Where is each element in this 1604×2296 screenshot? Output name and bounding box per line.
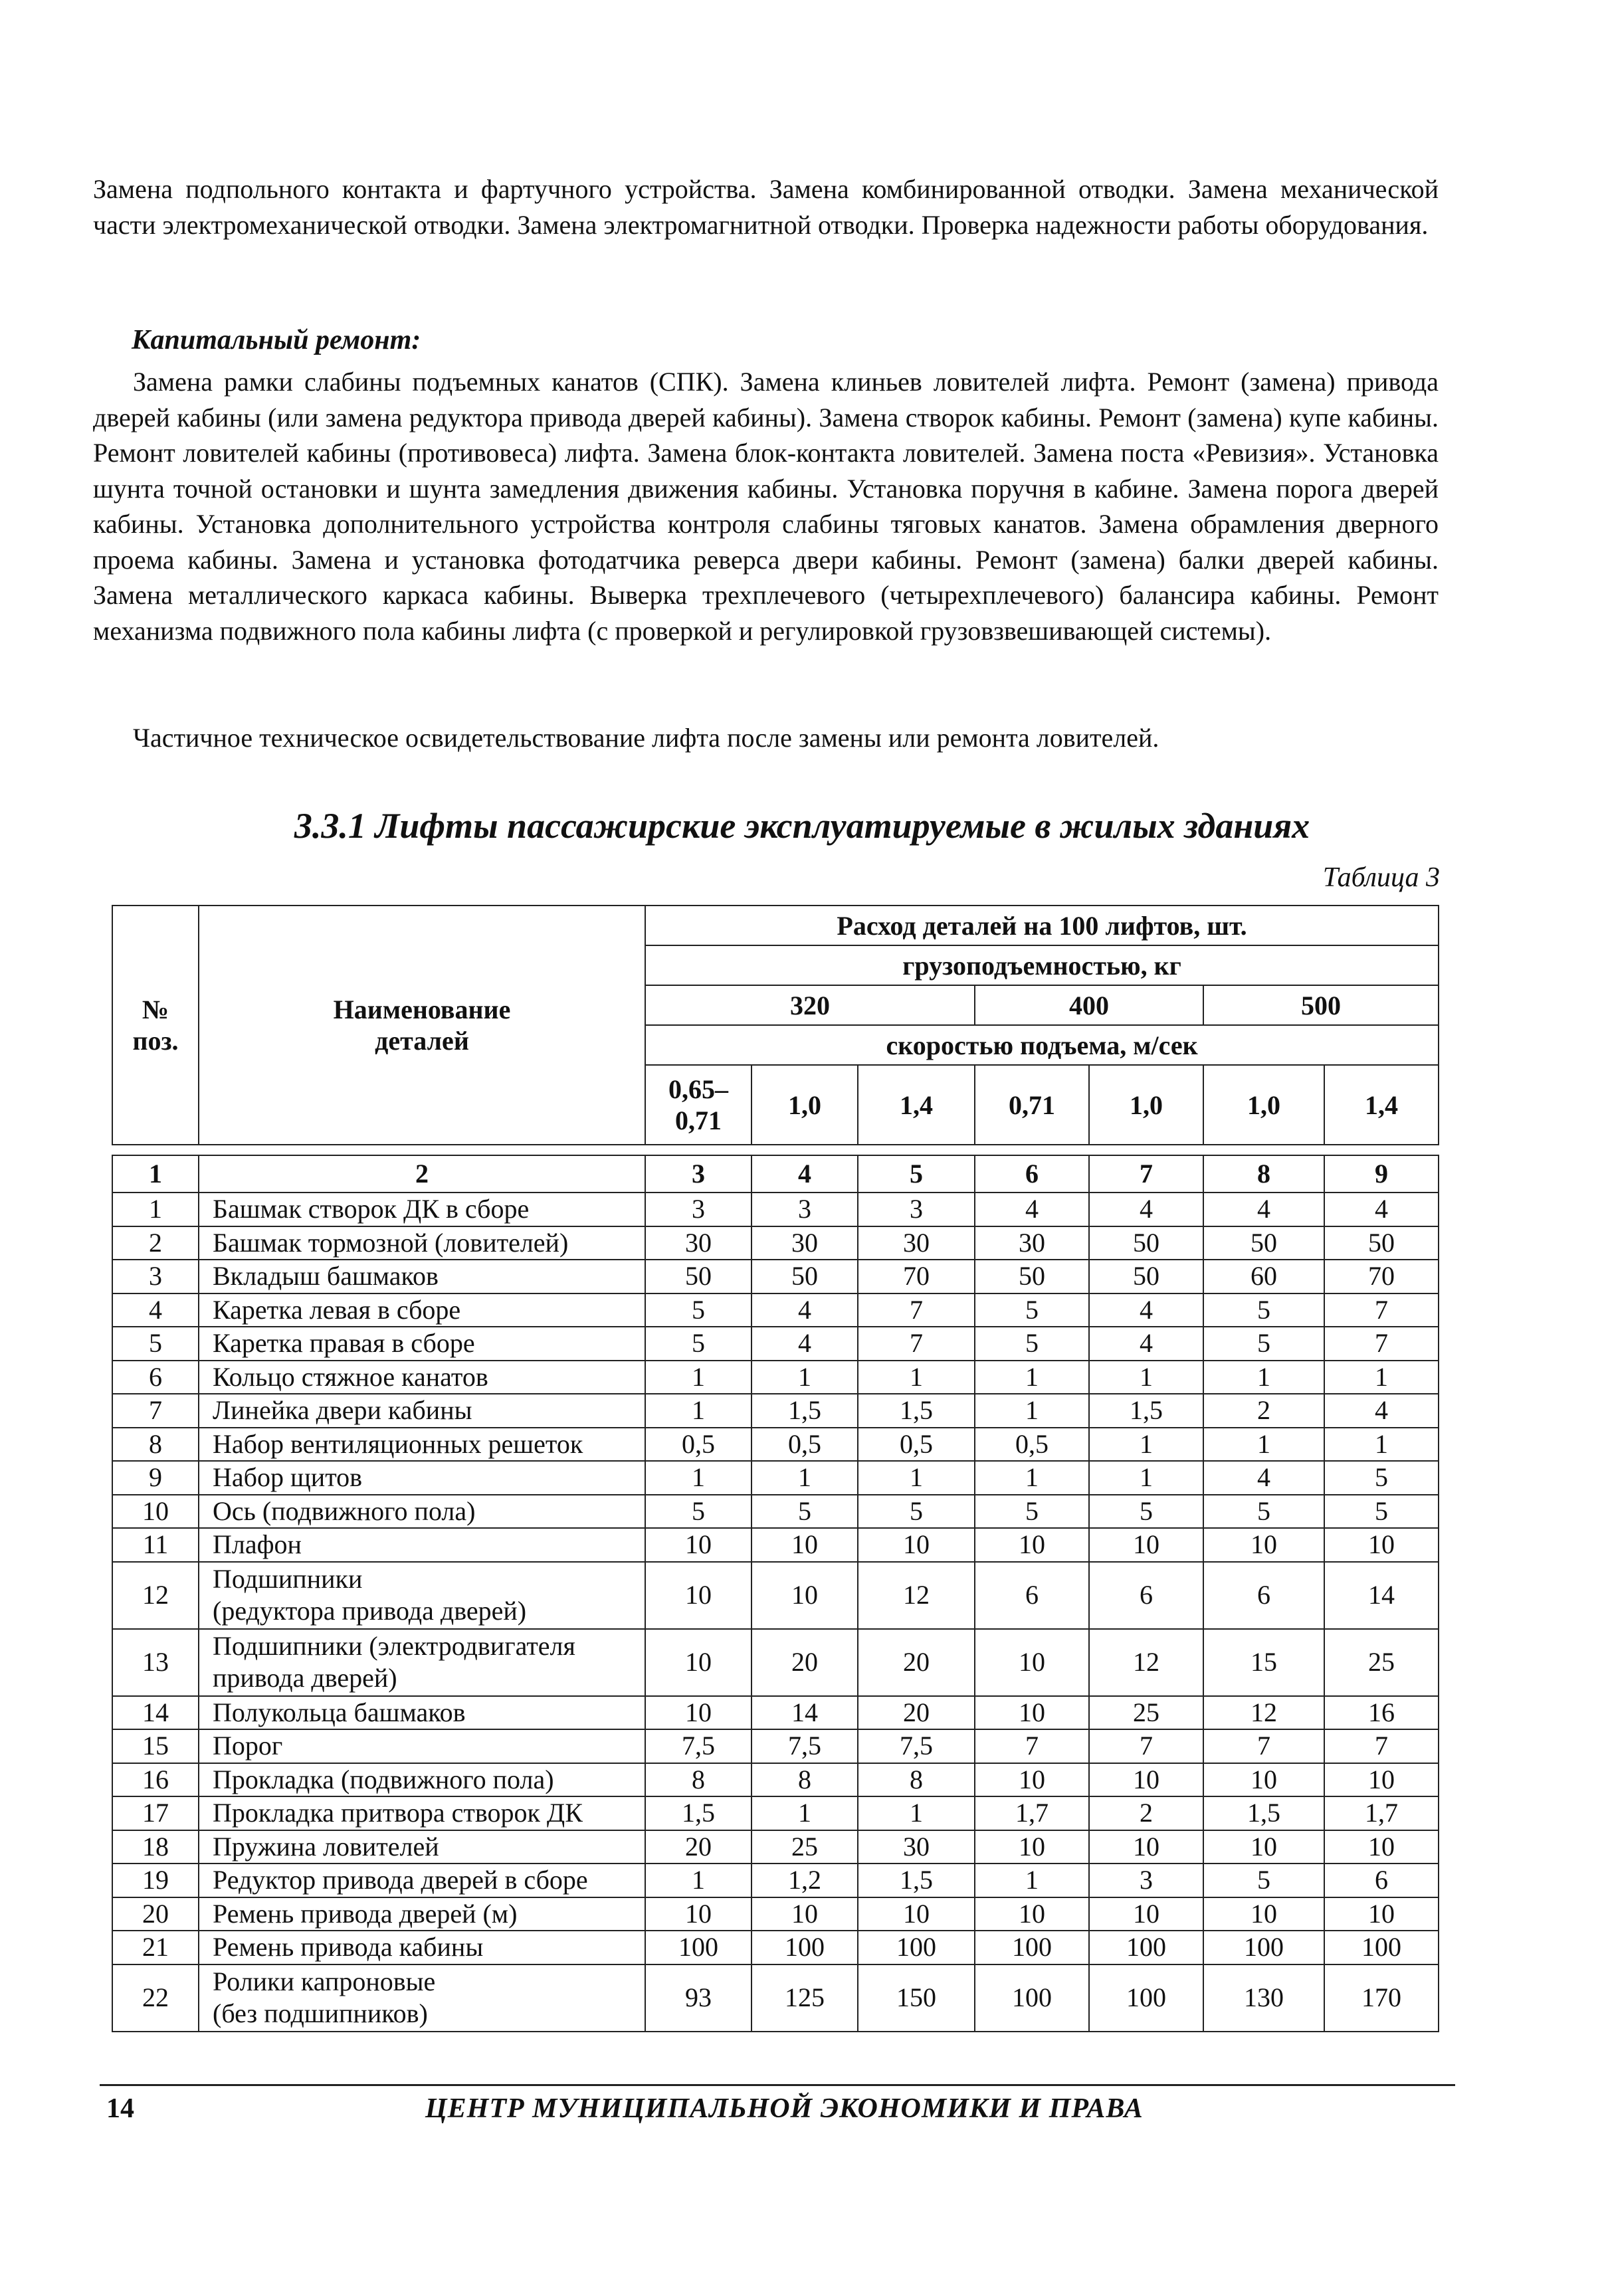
row-value: 10 [975, 1830, 1089, 1864]
row-part-name: Башмак створок ДК в сборе [199, 1193, 645, 1226]
column-number: 2 [199, 1155, 645, 1193]
row-value: 1 [645, 1864, 752, 1897]
row-value: 4 [1324, 1193, 1439, 1226]
row-value: 10 [1089, 1897, 1203, 1931]
header-speed-5: 1,0 [1089, 1065, 1203, 1145]
row-value: 16 [1324, 1696, 1439, 1730]
table-row [112, 1361, 1439, 1394]
row-position: 22 [112, 1964, 199, 2032]
table-row [112, 1260, 1439, 1293]
page-number: 14 [106, 2093, 134, 2124]
row-value: 50 [975, 1260, 1089, 1293]
row-value: 6 [1324, 1864, 1439, 1897]
part-name-line: Ролики капроновые [213, 1966, 436, 1996]
row-value: 1 [1203, 1428, 1324, 1462]
row-position: 12 [112, 1562, 199, 1629]
row-part-name: Ремень привода дверей (м) [199, 1897, 645, 1931]
table-row [112, 1897, 1439, 1931]
row-value: 10 [645, 1696, 752, 1730]
row-value: 7 [1324, 1729, 1439, 1763]
row-value: 5 [858, 1495, 975, 1529]
row-value: 0,5 [645, 1428, 752, 1462]
row-value: 15 [1203, 1629, 1324, 1696]
row-value: 1 [975, 1461, 1089, 1495]
row-value: 7 [1089, 1729, 1203, 1763]
table-row [112, 1495, 1439, 1529]
row-part-name: Кольцо стяжное канатов [199, 1361, 645, 1394]
column-number: 5 [858, 1155, 975, 1193]
publisher-name: ЦЕНТР МУНИЦИПАЛЬНОЙ ЭКОНОМИКИ И ПРАВА [425, 2093, 1144, 2124]
row-part-name [199, 1629, 645, 1696]
paragraph-maintenance-tasks: Замена подпольного контакта и фартучного устройства. Замена комбинированной отводки. Замена механической части электромеханической отводки. Замена электромагнитной отводки. Проверка надежности работы оборудования. [93, 174, 1439, 240]
part-name-line: Подшипники (электродвигателя [213, 1631, 575, 1661]
row-value: 100 [975, 1931, 1089, 1964]
row-value: 50 [1089, 1260, 1203, 1293]
row-value: 50 [752, 1260, 858, 1293]
row-value: 10 [1089, 1528, 1203, 1562]
row-value: 20 [752, 1629, 858, 1696]
row-position: 14 [112, 1696, 199, 1730]
row-value: 5 [1203, 1293, 1324, 1327]
header-speed-2: 1,0 [752, 1065, 858, 1145]
row-value: 50 [1089, 1226, 1203, 1260]
header-speed-7: 1,4 [1324, 1065, 1439, 1145]
row-value: 4 [1203, 1461, 1324, 1495]
row-value: 7 [975, 1729, 1089, 1763]
parts-table [112, 1155, 1439, 2032]
row-value: 5 [645, 1293, 752, 1327]
row-position: 10 [112, 1495, 199, 1529]
row-value: 10 [752, 1528, 858, 1562]
row-value: 12 [1203, 1696, 1324, 1730]
row-part-name: Плафон [199, 1528, 645, 1562]
row-part-name: Набор вентиляционных решеток [199, 1428, 645, 1462]
row-value: 4 [1089, 1293, 1203, 1327]
row-value: 1,7 [975, 1796, 1089, 1830]
column-number: 3 [645, 1155, 752, 1193]
table-row [112, 1796, 1439, 1830]
row-value: 60 [1203, 1260, 1324, 1293]
row-value: 10 [1324, 1897, 1439, 1931]
row-value: 30 [858, 1226, 975, 1260]
table-row [112, 1763, 1439, 1797]
row-value: 7 [1203, 1729, 1324, 1763]
row-value: 50 [1203, 1226, 1324, 1260]
row-value: 20 [858, 1696, 975, 1730]
table-row [112, 1327, 1439, 1361]
row-value: 50 [1324, 1226, 1439, 1260]
column-number-row [112, 1155, 1439, 1193]
row-value: 1 [752, 1461, 858, 1495]
paragraph-capital-repair: Замена рамки слабины подъемных канатов (СПК). Замена клиньев ловителей лифта. Ремонт (замена) привода дверей кабины (или замена редуктора привода дверей кабины). Замена створок кабины. Ремонт (замена) купе кабины. Ремонт ловителей кабины (противовеса) лифта. Замена блок-контакта ловителей. Замена поста «Ревизия». Установка шунта точной остановки и шунта замедления движения кабины. Установка поручня в кабине. Замена порога дверей кабины. Установка дополнительного устройства контроля слабины тяговых канатов. Замена обрамления дверного проема кабины. Замена и установка фотодатчика реверса двери кабины. Ремонт (замена) балки дверей кабины. Замена металлического каркаса кабины. Выверка трехплечевого (четырехплечевого) балансира кабины. Ремонт механизма подвижного пола кабины лифта (с проверкой и регулировкой грузовзвешивающей системы). [93, 367, 1439, 646]
row-value: 100 [858, 1931, 975, 1964]
row-value: 25 [1089, 1696, 1203, 1730]
row-value: 1 [1089, 1361, 1203, 1394]
row-value: 5 [1324, 1495, 1439, 1529]
row-value: 1,5 [1089, 1394, 1203, 1428]
row-value: 3 [645, 1193, 752, 1226]
table-row [112, 1461, 1439, 1495]
row-part-name: Вкладыш башмаков [199, 1260, 645, 1293]
table-row [112, 1729, 1439, 1763]
row-value: 1 [858, 1796, 975, 1830]
column-number: 6 [975, 1155, 1089, 1193]
row-value: 12 [858, 1562, 975, 1629]
row-value: 100 [1324, 1931, 1439, 1964]
row-value: 14 [1324, 1562, 1439, 1629]
table-row [112, 1629, 1439, 1696]
row-value: 10 [975, 1696, 1089, 1730]
table-row [112, 1864, 1439, 1897]
row-part-name: Редуктор привода дверей в сборе [199, 1864, 645, 1897]
paragraph-partial-inspection: Частичное техническое освидетельствование лифта после замены или ремонта ловителей. [133, 723, 1159, 753]
row-value: 10 [1089, 1763, 1203, 1797]
row-value: 4 [1203, 1193, 1324, 1226]
row-value: 7 [858, 1293, 975, 1327]
row-position: 3 [112, 1260, 199, 1293]
row-part-name: Прокладка (подвижного пола) [199, 1763, 645, 1797]
footer-divider [100, 2084, 1455, 2086]
row-value: 1 [1324, 1428, 1439, 1462]
row-value: 5 [1203, 1495, 1324, 1529]
row-value: 14 [752, 1696, 858, 1730]
column-number: 7 [1089, 1155, 1203, 1193]
row-value: 25 [752, 1830, 858, 1864]
row-value: 1 [975, 1361, 1089, 1394]
row-value: 93 [645, 1964, 752, 2032]
row-value: 10 [1324, 1830, 1439, 1864]
row-value: 100 [1089, 1931, 1203, 1964]
table-row [112, 1528, 1439, 1562]
column-number: 4 [752, 1155, 858, 1193]
row-part-name: Каретка левая в сборе [199, 1293, 645, 1327]
row-position: 18 [112, 1830, 199, 1864]
row-value: 1,7 [1324, 1796, 1439, 1830]
row-value: 1 [752, 1796, 858, 1830]
row-value: 5 [645, 1495, 752, 1529]
row-value: 10 [645, 1629, 752, 1696]
row-value: 6 [1089, 1562, 1203, 1629]
row-value: 1 [645, 1461, 752, 1495]
row-value: 30 [975, 1226, 1089, 1260]
row-value: 1 [975, 1394, 1089, 1428]
row-value: 6 [1203, 1562, 1324, 1629]
row-value: 5 [975, 1495, 1089, 1529]
row-value: 3 [858, 1193, 975, 1226]
row-value: 10 [645, 1897, 752, 1931]
row-value: 10 [1089, 1830, 1203, 1864]
row-value: 1 [1324, 1361, 1439, 1394]
header-capacity-500: 500 [1203, 985, 1439, 1025]
row-value: 10 [1324, 1528, 1439, 1562]
row-part-name: Прокладка притвора створок ДК [199, 1796, 645, 1830]
row-value: 1 [858, 1461, 975, 1495]
row-value: 170 [1324, 1964, 1439, 2032]
row-value: 1,5 [752, 1394, 858, 1428]
row-value: 10 [1203, 1830, 1324, 1864]
row-value: 100 [752, 1931, 858, 1964]
column-number: 8 [1203, 1155, 1324, 1193]
row-value: 20 [858, 1629, 975, 1696]
row-value: 6 [975, 1562, 1089, 1629]
row-position: 2 [112, 1226, 199, 1260]
row-value: 1,5 [858, 1394, 975, 1428]
row-part-name [199, 1562, 645, 1629]
row-value: 10 [1203, 1763, 1324, 1797]
part-name-line: Подшипники [213, 1564, 363, 1594]
row-value: 8 [752, 1763, 858, 1797]
row-part-name [199, 1964, 645, 2032]
row-value: 20 [645, 1830, 752, 1864]
row-value: 130 [1203, 1964, 1324, 2032]
part-name-line: (редуктора привода дверей) [213, 1596, 527, 1626]
row-value: 5 [1089, 1495, 1203, 1529]
row-part-name: Полукольца башмаков [199, 1696, 645, 1730]
row-part-name: Башмак тормозной (ловителей) [199, 1226, 645, 1260]
row-position: 21 [112, 1931, 199, 1964]
row-value: 2 [1203, 1394, 1324, 1428]
row-value: 50 [645, 1260, 752, 1293]
row-position: 1 [112, 1193, 199, 1226]
row-value: 5 [645, 1327, 752, 1361]
row-value: 1,5 [858, 1864, 975, 1897]
header-capacity: грузоподъемностью, кг [645, 945, 1439, 985]
row-value: 5 [1203, 1327, 1324, 1361]
row-value: 10 [975, 1897, 1089, 1931]
header-speed-4: 0,71 [975, 1065, 1089, 1145]
row-value: 1,5 [1203, 1796, 1324, 1830]
row-value: 100 [975, 1964, 1089, 2032]
row-position: 7 [112, 1394, 199, 1428]
row-value: 7,5 [645, 1729, 752, 1763]
row-part-name: Пружина ловителей [199, 1830, 645, 1864]
row-value: 5 [1324, 1461, 1439, 1495]
row-position: 6 [112, 1361, 199, 1394]
row-position: 15 [112, 1729, 199, 1763]
row-value: 2 [1089, 1796, 1203, 1830]
row-part-name: Линейка двери кабины [199, 1394, 645, 1428]
row-value: 0,5 [858, 1428, 975, 1462]
table-row [112, 1964, 1439, 2032]
header-speed-1: 0,65– 0,71 [645, 1065, 752, 1145]
header-speed-3: 1,4 [858, 1065, 975, 1145]
row-value: 125 [752, 1964, 858, 2032]
row-value: 10 [975, 1528, 1089, 1562]
row-position: 17 [112, 1796, 199, 1830]
row-value: 1,5 [645, 1796, 752, 1830]
row-value: 10 [1324, 1763, 1439, 1797]
row-value: 10 [1203, 1897, 1324, 1931]
row-value: 5 [975, 1293, 1089, 1327]
row-value: 1 [975, 1864, 1089, 1897]
column-number: 1 [112, 1155, 199, 1193]
row-position: 16 [112, 1763, 199, 1797]
row-part-name: Набор щитов [199, 1461, 645, 1495]
table-row [112, 1293, 1439, 1327]
row-position: 13 [112, 1629, 199, 1696]
table-header [112, 905, 1439, 1145]
row-value: 1 [1089, 1461, 1203, 1495]
row-value: 4 [752, 1293, 858, 1327]
row-part-name: Порог [199, 1729, 645, 1763]
row-value: 5 [752, 1495, 858, 1529]
row-value: 1 [1089, 1428, 1203, 1462]
row-value: 0,5 [975, 1428, 1089, 1462]
row-value: 25 [1324, 1629, 1439, 1696]
header-speed: скоростью подъема, м/сек [645, 1025, 1439, 1065]
row-value: 1,2 [752, 1864, 858, 1897]
table-row [112, 1193, 1439, 1226]
section-title: 3.3.1 Лифты пассажирские эксплуатируемые в жилых зданиях [294, 806, 1310, 846]
row-value: 10 [975, 1763, 1089, 1797]
capital-repair-heading: Капитальный ремонт: [132, 325, 421, 355]
column-number: 9 [1324, 1155, 1439, 1193]
row-value: 70 [858, 1260, 975, 1293]
row-value: 70 [1324, 1260, 1439, 1293]
row-position: 20 [112, 1897, 199, 1931]
row-value: 10 [645, 1562, 752, 1629]
row-value: 1 [858, 1361, 975, 1394]
row-value: 10 [858, 1897, 975, 1931]
row-value: 150 [858, 1964, 975, 2032]
table-row [112, 1562, 1439, 1629]
row-value: 0,5 [752, 1428, 858, 1462]
row-value: 10 [858, 1528, 975, 1562]
row-part-name: Каретка правая в сборе [199, 1327, 645, 1361]
table-row [112, 1696, 1439, 1730]
row-value: 8 [645, 1763, 752, 1797]
row-value: 7 [1324, 1293, 1439, 1327]
row-value: 30 [752, 1226, 858, 1260]
row-position: 8 [112, 1428, 199, 1462]
row-position: 11 [112, 1528, 199, 1562]
row-position: 4 [112, 1293, 199, 1327]
row-value: 1 [1203, 1361, 1324, 1394]
row-value: 12 [1089, 1629, 1203, 1696]
row-position: 9 [112, 1461, 199, 1495]
row-position: 19 [112, 1864, 199, 1897]
row-value: 3 [1089, 1864, 1203, 1897]
table-row [112, 1394, 1439, 1428]
row-value: 10 [645, 1528, 752, 1562]
header-consumption: Расход деталей на 100 лифтов, шт. [645, 906, 1439, 945]
table-row [112, 1931, 1439, 1964]
table-row [112, 1830, 1439, 1864]
row-value: 7,5 [858, 1729, 975, 1763]
row-value: 4 [1089, 1193, 1203, 1226]
row-value: 4 [1089, 1327, 1203, 1361]
row-value: 100 [1203, 1931, 1324, 1964]
row-value: 10 [752, 1897, 858, 1931]
row-value: 100 [645, 1931, 752, 1964]
table-label: Таблица 3 [1322, 862, 1440, 893]
table-row [112, 1226, 1439, 1260]
row-value: 1 [645, 1394, 752, 1428]
header-speed-6: 1,0 [1203, 1065, 1324, 1145]
header-part-name: Наименование деталей [199, 906, 645, 1145]
header-position: № поз. [112, 906, 199, 1145]
row-position: 5 [112, 1327, 199, 1361]
row-value: 4 [975, 1193, 1089, 1226]
table-row [112, 1428, 1439, 1462]
row-value: 7 [1324, 1327, 1439, 1361]
row-value: 1 [645, 1361, 752, 1394]
row-value: 7 [858, 1327, 975, 1361]
row-value: 10 [1203, 1528, 1324, 1562]
row-value: 3 [752, 1193, 858, 1226]
row-value: 10 [752, 1562, 858, 1629]
row-value: 10 [975, 1629, 1089, 1696]
row-part-name: Ось (подвижного пола) [199, 1495, 645, 1529]
row-value: 1 [752, 1361, 858, 1394]
header-capacity-400: 400 [975, 985, 1203, 1025]
row-value: 30 [645, 1226, 752, 1260]
row-value: 5 [1203, 1864, 1324, 1897]
row-value: 30 [858, 1830, 975, 1864]
row-value: 4 [752, 1327, 858, 1361]
row-value: 4 [1324, 1394, 1439, 1428]
part-name-line: (без подшипников) [213, 1998, 428, 2028]
row-value: 5 [975, 1327, 1089, 1361]
row-value: 100 [1089, 1964, 1203, 2032]
part-name-line: привода дверей) [213, 1663, 397, 1693]
row-value: 7,5 [752, 1729, 858, 1763]
header-capacity-320: 320 [645, 985, 975, 1025]
row-part-name: Ремень привода кабины [199, 1931, 645, 1964]
row-value: 8 [858, 1763, 975, 1797]
